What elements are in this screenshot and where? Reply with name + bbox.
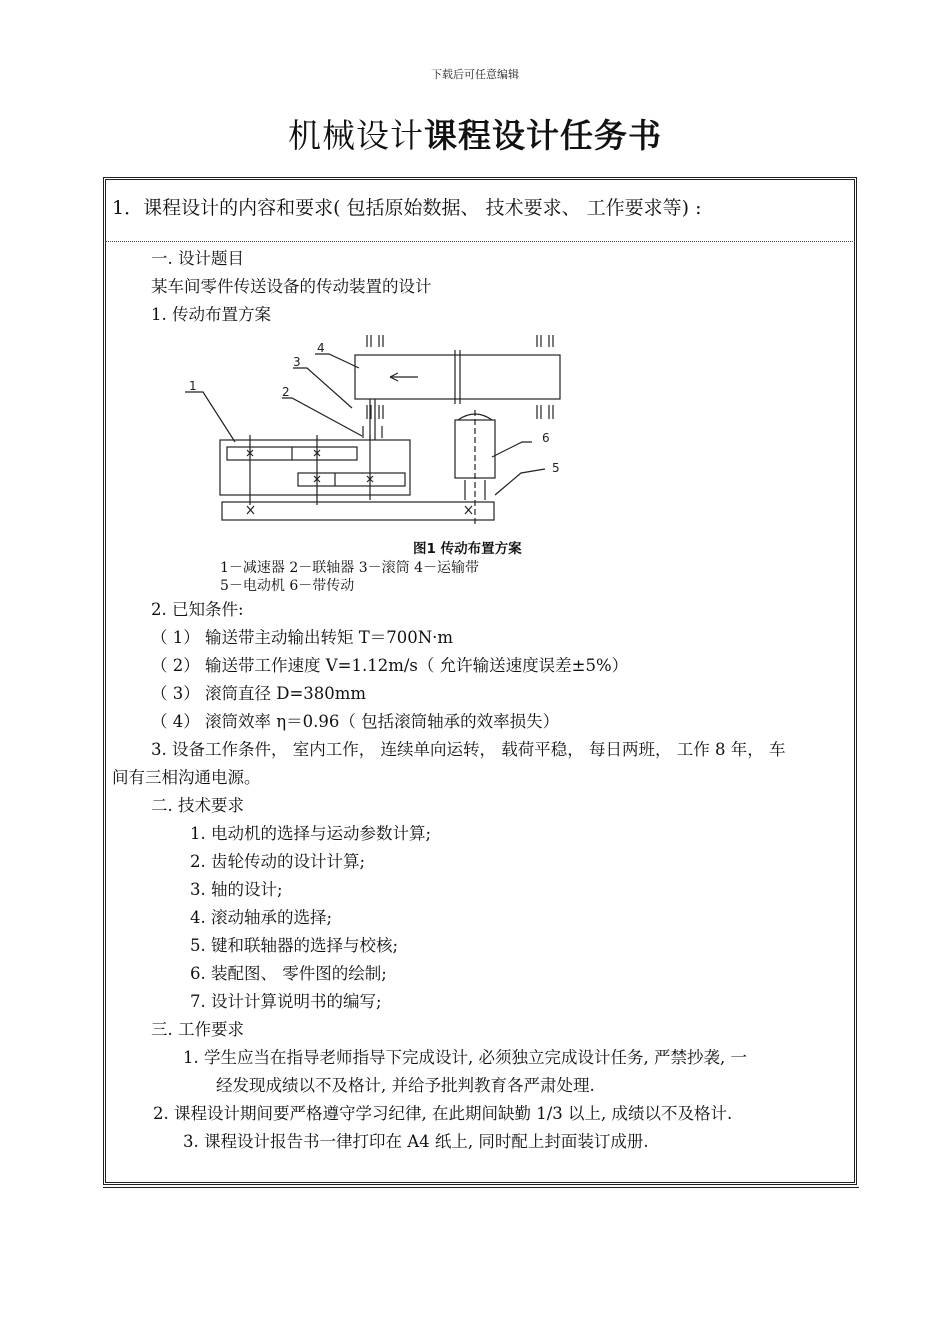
fig-label-3: 3 <box>293 355 301 369</box>
header-note: 下载后可任意编辑 <box>431 68 519 81</box>
page-title <box>0 110 950 157</box>
tech-item: 2. 齿轮传动的设计计算; <box>190 852 366 871</box>
work-item1-line2: 经发现成绩以不及格计, 并给予批判教育各严肃处理. <box>216 1076 595 1095</box>
tech-item: 6. 装配图、 零件图的绘制; <box>190 964 387 983</box>
tech-item: 1. 电动机的选择与运动参数计算; <box>190 824 432 843</box>
work-conditions-line2: 间有三相沟通电源。 <box>112 768 261 787</box>
dotted-divider <box>105 241 855 242</box>
condition-item: （ 3） 滚筒直径 D=380mm <box>151 684 367 703</box>
title-bold: 课程设计任务书 <box>424 116 662 155</box>
figure-legend-line2: 5－电动机 6－带传动 <box>220 578 355 594</box>
conveyor-belt <box>355 355 560 399</box>
figure-caption: 图1 传动布置方案 <box>413 541 522 557</box>
belt-drive <box>222 502 494 520</box>
work-item3: 3. 课程设计报告书一律打印在 A4 纸上, 同时配上封面装订成册. <box>183 1132 649 1151</box>
gearbox <box>220 440 410 495</box>
conditions-heading: 2. 已知条件: <box>151 600 244 619</box>
work-conditions-line1: 3. 设备工作条件， 室内工作， 连续单向运转， 载荷平稳， 每日两班， 工作 8 年， 车 <box>151 740 786 759</box>
condition-item: （ 2） 输送带工作速度 V=1.12m/s（ 允许输送速度误差±5%） <box>151 656 629 675</box>
fig-label-2: 2 <box>282 385 290 399</box>
frame-bottom-rule <box>103 1187 859 1188</box>
design-topic: 某车间零件传送设备的传动装置的设计 <box>151 277 432 296</box>
work-item1-line1: 1. 学生应当在指导老师指导下完成设计, 必须独立完成设计任务, 严禁抄袭, 一 <box>183 1048 747 1067</box>
part1-heading: 一. 设计题目 <box>151 249 244 268</box>
gear-pair-low <box>298 473 405 486</box>
tech-item: 3. 轴的设计; <box>190 880 283 899</box>
work-item2: 2. 课程设计期间要严格遵守学习纪律, 在此期间缺勤 1/3 以上, 成绩以不及格计. <box>153 1104 733 1123</box>
section-heading: 1．课程设计的内容和要求( 包括原始数据、 技术要求、 工作要求等) : <box>112 197 702 219</box>
transmission-diagram <box>175 330 575 530</box>
scheme-heading: 1. 传动布置方案 <box>151 305 271 324</box>
fig-label-1: 1 <box>189 379 197 393</box>
fig-label-6: 6 <box>542 431 550 445</box>
work-heading: 三. 工作要求 <box>151 1020 244 1039</box>
tech-item: 4. 滚动轴承的选择; <box>190 908 333 927</box>
fig-label-4: 4 <box>317 341 325 355</box>
tech-heading: 二. 技术要求 <box>151 796 244 815</box>
condition-item: （ 1） 输送带主动输出转矩 T＝700N·m <box>151 628 454 647</box>
figure-legend-line1: 1－减速器 2－联轴器 3－滚筒 4－运输带 <box>220 560 479 576</box>
tech-item: 5. 键和联轴器的选择与校核; <box>190 936 399 955</box>
condition-item: （ 4） 滚筒效率 η＝0.96（ 包括滚筒轴承的效率损失） <box>151 712 560 731</box>
title-normal: 机械设计 <box>288 116 424 155</box>
tech-item: 7. 设计计算说明书的编写; <box>190 992 382 1011</box>
fig-label-5: 5 <box>552 461 560 475</box>
